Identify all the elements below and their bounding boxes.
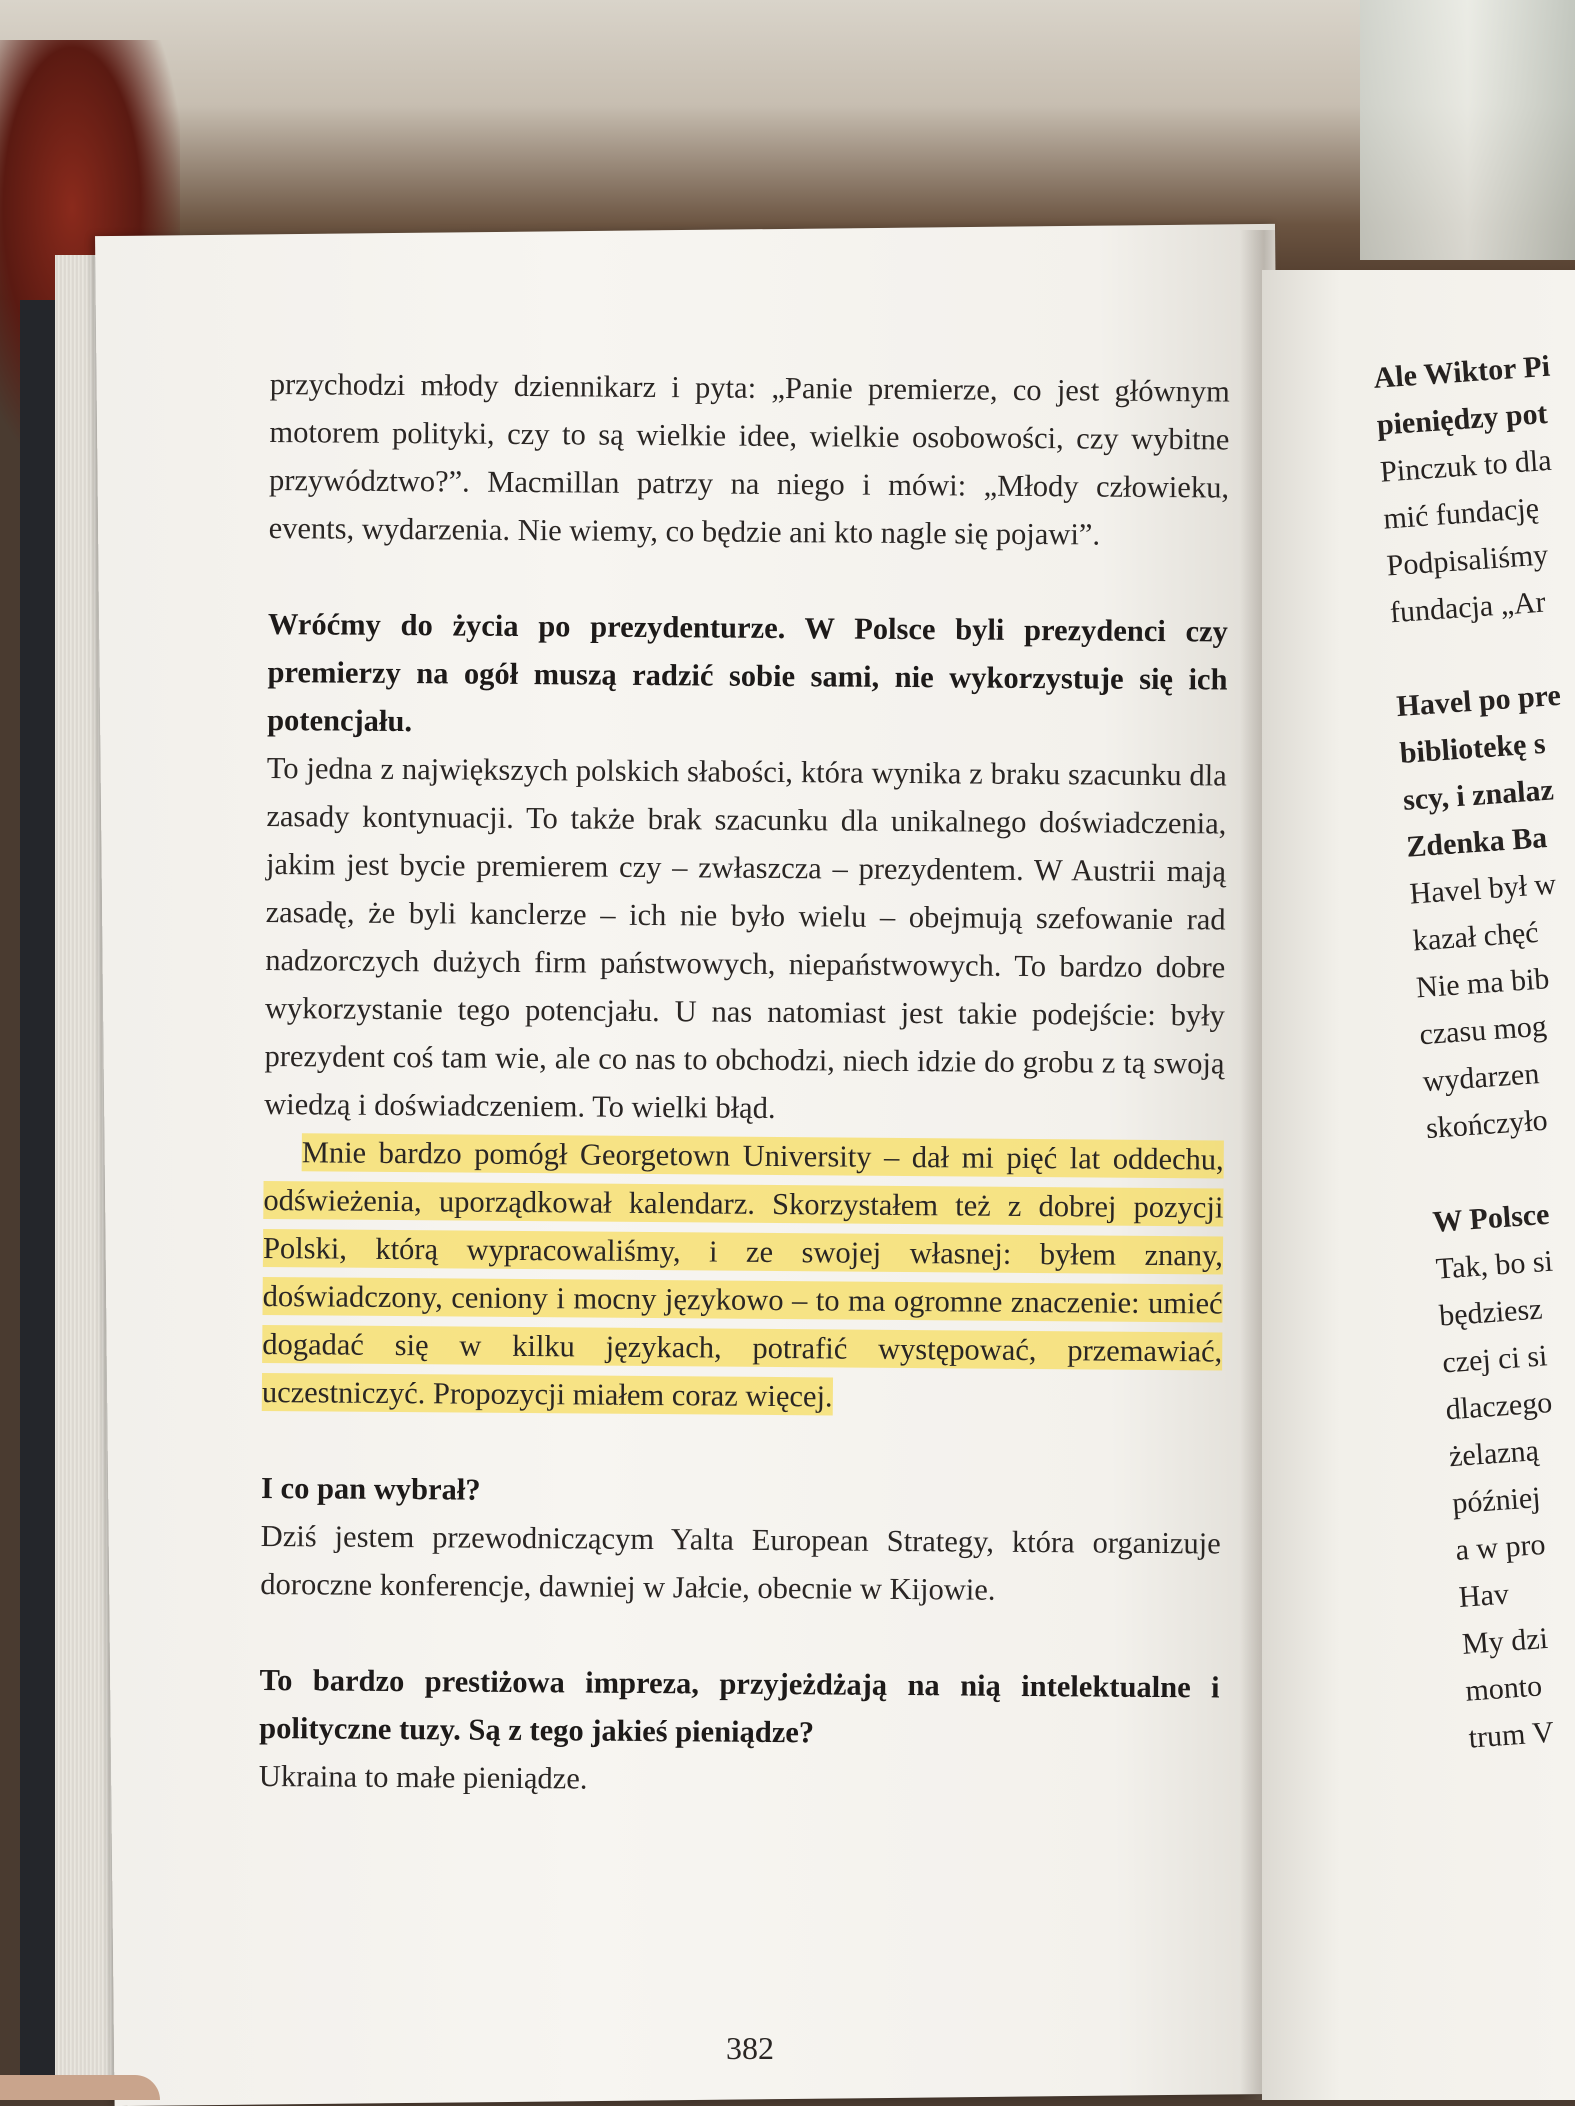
- right-page-line: Pinczuk to dla: [1379, 443, 1553, 489]
- right-page-line: czasu mog: [1418, 1009, 1548, 1052]
- right-page-line: a w pro: [1454, 1527, 1547, 1568]
- right-page-line: Zdenka Ba: [1405, 821, 1549, 864]
- right-page-line: pieniędzy pot: [1375, 396, 1549, 442]
- right-page-line: scy, i znalaz: [1401, 773, 1555, 817]
- right-page-line: My dzi: [1461, 1621, 1549, 1661]
- interview-question: To bardzo prestiżowa impreza, przyjeżdżają na nią intelektualne i polityczne tuzy. Są z tego jakieś pieniądze?: [259, 1662, 1220, 1750]
- right-page-line: trum V: [1467, 1715, 1555, 1755]
- right-page-line: później: [1451, 1481, 1542, 1521]
- bottle-blur: [1360, 0, 1575, 260]
- right-page-line: monto: [1464, 1669, 1544, 1708]
- right-page-line: Havel był w: [1408, 867, 1558, 911]
- interview-answer: To jedna z największych polskich słabości, która wynika z braku szacunku dla zasady kontynuacji. To także brak szacunku dla unikalnego doświadczenia, jakim jest bycie premierem czy – zwłaszcza – prezydentem. W Austrii mają zasadę, że byli kanclerze – ich nie było wielu – obejmują szefowanie rad nadzorczych dużych firm państwowych, niepaństwowych. To bardzo dobre wykorzystanie tego potencjału. U nas natomiast jest takie podejście: były prezydent coś tam wie, ale co nas to obchodzi, niech idzie do grobu z tą swoją wiedzą i doświadczeniem. To wielki błąd.: [264, 750, 1227, 1125]
- interview-question: Wróćmy do życia po prezydenturze. W Polsce byli prezydenci czy premierzy na ogół muszą radzić sobie sami, nie wykorzystuje się ich potencjału.: [267, 606, 1229, 739]
- right-page-line: Havel po pre: [1395, 678, 1562, 724]
- interview-question: I co pan wybrał?: [261, 1470, 481, 1507]
- highlighted-text: Mnie bardzo pomógł Georgetown University – dał mi pięć lat oddechu, odświeżenia, uporządkował kalendarz. Skorzystałem też z dobrej pozycji Polski, którą wypracowaliśmy, i ze swojej własnej: byłem znany, doświadczony, ceniony i mocny językowo – to ma ogromne znaczenie: umieć dogadać się w kilku językach, potrafić występować, przemawiać, uczestniczyć. Propozycji miałem coraz więcej.: [261, 1135, 1224, 1414]
- right-page-line: wydarzen: [1421, 1057, 1541, 1099]
- right-page-line: Nie ma bib: [1415, 962, 1551, 1005]
- interview-answer: Ukraina to małe pieniądze.: [258, 1758, 588, 1796]
- paragraph-intro: przychodzi młody dziennikarz i pyta: „Panie premierze, co jest głównym motorem polityki, czy to są wielkie idee, wielkie osobowości, czy wybitne przywództwo?”. Macmillan patrzy na niego i mówi: „Młody człowieku, events, wydarzenia. Nie wiemy, co będzie ani kto nagle się pojawi”.: [268, 366, 1230, 552]
- page-number: 382: [726, 2030, 774, 2066]
- right-page-line: skończyło: [1424, 1103, 1549, 1146]
- right-page-line: będziesz: [1438, 1292, 1544, 1333]
- hand-edge: [0, 2075, 160, 2100]
- right-page-line: Ale Wiktor Pi: [1372, 349, 1552, 395]
- right-page-line: Podpisaliśmy: [1385, 538, 1550, 583]
- right-page-line: Hav: [1457, 1577, 1510, 1614]
- right-page-line: Tak, bo si: [1434, 1244, 1554, 1286]
- right-page-line: czej ci si: [1441, 1339, 1549, 1380]
- right-page-line: mić fundację: [1382, 491, 1541, 536]
- right-page-line: bibliotekę s: [1398, 726, 1547, 770]
- right-page-line: żelazną: [1447, 1434, 1540, 1474]
- left-page-text: [259, 360, 1230, 1807]
- right-page-line: fundacja „Ar: [1388, 585, 1547, 630]
- right-page-line: kazał chęć: [1411, 915, 1540, 958]
- highlighted-paragraph: [262, 1128, 1224, 1424]
- right-page-line: W Polsce: [1431, 1197, 1551, 1239]
- right-page-line: dlaczego: [1444, 1386, 1554, 1427]
- interview-answer: Dziś jestem przewodniczącym Yalta European Strategy, która organizuje doroczne konferencje, dawniej w Jałcie, obecnie w Kijowie.: [260, 1518, 1221, 1607]
